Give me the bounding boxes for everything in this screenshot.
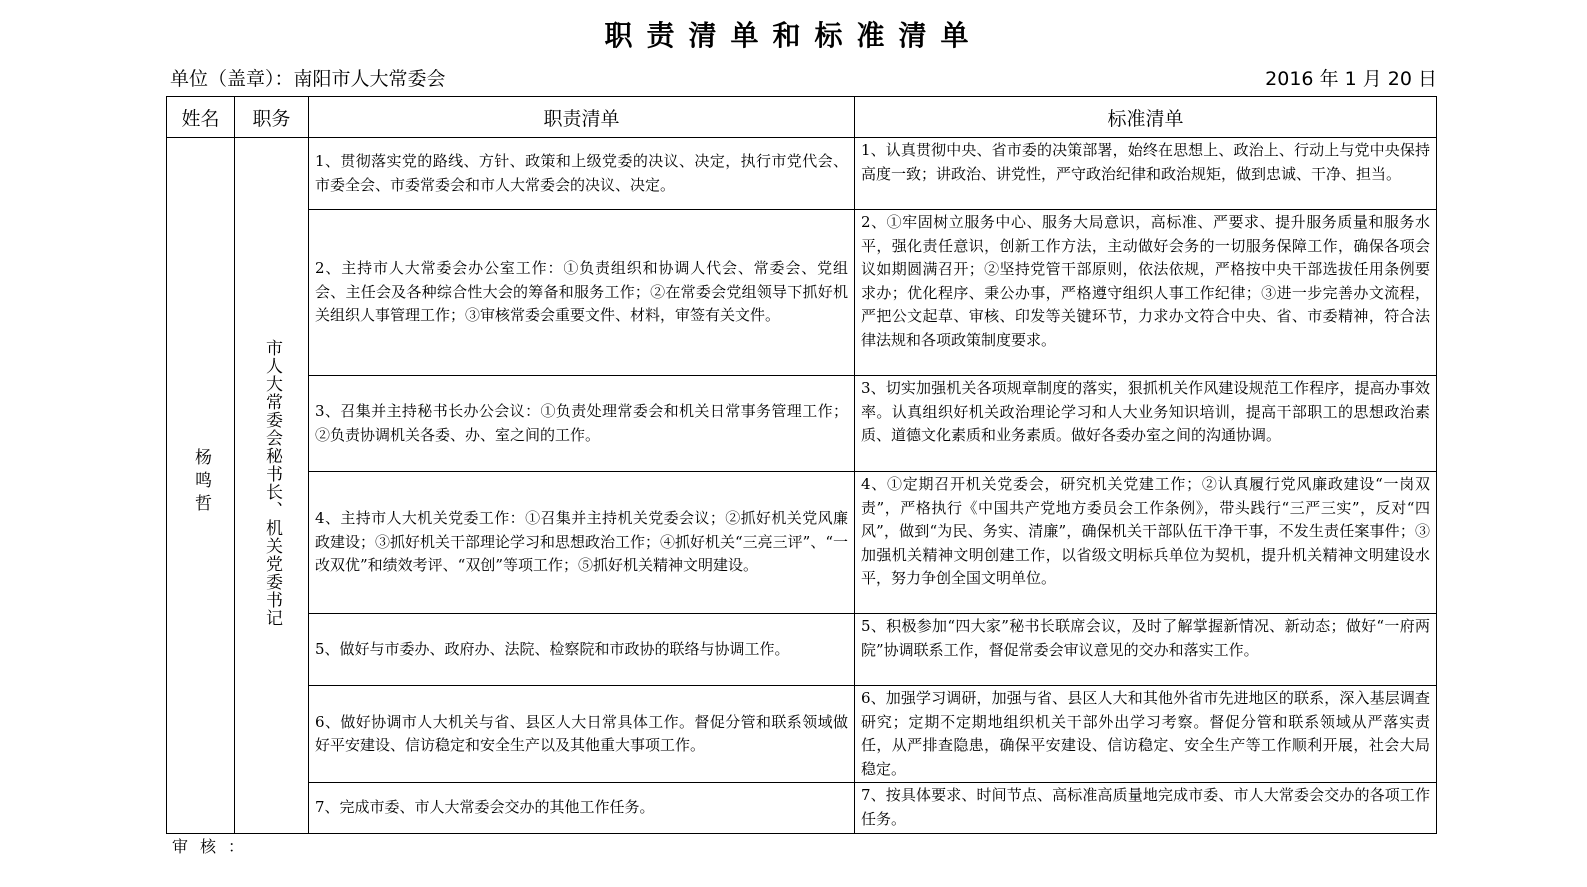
header-name: 姓名 bbox=[167, 97, 235, 138]
duty-cell: 1、贯彻落实党的路线、方针、政策和上级党委的决议、决定，执行市党代会、市委全会、市委常委会和市人大常委会的决议、决定。 bbox=[309, 138, 855, 210]
table-row bbox=[167, 138, 1437, 210]
table-row bbox=[167, 686, 1437, 783]
duty-cell: 6、做好协调市人大机关与省、县区人大日常具体工作。督促分管和联系领域做好平安建设、信访稳定和安全生产以及其他重大事项工作。 bbox=[309, 686, 855, 783]
table-row bbox=[167, 210, 1437, 376]
unit-label: 单位（盖章）：南阳市人大常委会 bbox=[170, 68, 446, 90]
header-standards: 标准清单 bbox=[855, 97, 1437, 138]
table-row bbox=[167, 376, 1437, 472]
person-name-cell bbox=[167, 138, 235, 834]
standard-cell: 3、切实加强机关各项规章制度的落实，狠抓机关作风建设规范工作程序，提高办事效率。认真组织好机关政治理论学习和人大业务知识培训，提高干部职工的思想政治素质、道德文化素质和业务素质。做好各委办室之间的沟通协调。 bbox=[855, 376, 1437, 472]
review-label: 审核： bbox=[172, 837, 257, 856]
header-duties: 职责清单 bbox=[309, 97, 855, 138]
duty-standard-table bbox=[166, 96, 1437, 834]
standard-cell: 7、按具体要求、时间节点、高标准高质量地完成市委、市人大常委会交办的各项工作任务。 bbox=[855, 783, 1437, 833]
standard-cell: 1、认真贯彻中央、省市委的决策部署，始终在思想上、政治上、行动上与党中央保持高度一致；讲政治、讲党性，严守政治纪律和政治规矩，做到忠诚、干净、担当。 bbox=[855, 138, 1437, 210]
duty-cell: 2、主持市人大常委会办公室工作：①负责组织和协调人代会、常委会、党组会、主任会及各种综合性大会的筹备和服务工作；②在常委会党组领导下抓好机关组织人事管理工作；③审核常委会重要文件、材料，审签有关文件。 bbox=[309, 210, 855, 376]
duty-cell: 5、做好与市委办、政府办、法院、检察院和市政协的联络与协调工作。 bbox=[309, 614, 855, 686]
standard-cell: 5、积极参加“四大家”秘书长联席会议，及时了解掌握新情况、新动态；做好“一府两院”协调联系工作，督促常委会审议意见的交办和落实工作。 bbox=[855, 614, 1437, 686]
person-post: 市人大常委会秘书长、机关党委书记 bbox=[262, 338, 282, 627]
standard-cell: 4、①定期召开机关党委会，研究机关党建工作；②认真履行党风廉政建设“一岗双责”，严格执行《中国共产党地方委员会工作条例》，带头践行“三严三实”，反对“四风”，做到“为民、务实、清廉”，确保机关干部队伍干净干事，不发生责任案事件；③加强机关精神文明创建工作，以省级文明标兵单位为契机，提升机关精神文明建设水平，努力争创全国文明单位。 bbox=[855, 472, 1437, 614]
duty-cell: 4、主持市人大机关党委工作：①召集并主持机关党委会议；②抓好机关党风廉政建设；③抓好机关干部理论学习和思想政治工作；④抓好机关“三亮三评”、“一改双优”和绩效考评、“双创”等项工作；⑤抓好机关精神文明建设。 bbox=[309, 472, 855, 614]
table-header-row bbox=[167, 97, 1437, 138]
duty-cell: 3、召集并主持秘书长办公会议：①负责处理常委会和机关日常事务管理工作；②负责协调机关各委、办、室之间的工作。 bbox=[309, 376, 855, 472]
person-name: 杨鸣哲 bbox=[191, 448, 211, 518]
standard-cell: 2、①牢固树立服务中心、服务大局意识，高标准、严要求、提升服务质量和服务水平，强化责任意识，创新工作方法，主动做好会务的一切服务保障工作，确保各项会议如期圆满召开；②坚持党管干部原则，依法依规，严格按中央干部选拔任用条例要求办；优化程序、秉公办事，严格遵守组织人事工作纪律；③进一步完善办文流程，严把公文起草、审核、印发等关键环节，力求办文符合中央、省、市委精神，符合法律法规和各项政策制度要求。 bbox=[855, 210, 1437, 376]
page-title: 职责清单和标准清单 bbox=[604, 19, 983, 52]
table-row bbox=[167, 472, 1437, 614]
person-post-cell bbox=[235, 138, 309, 834]
table-row bbox=[167, 783, 1437, 833]
duty-cell: 7、完成市委、市人大常委会交办的其他工作任务。 bbox=[309, 783, 855, 833]
document-date: 2016 年 1 月 20 日 bbox=[1265, 68, 1437, 90]
header-post: 职务 bbox=[235, 97, 309, 138]
standard-cell: 6、加强学习调研，加强与省、县区人大和其他外省市先进地区的联系，深入基层调查研究；定期不定期地组织机关干部外出学习考察。督促分管和联系领域从严落实责任，从严排查隐患，确保平安建设、信访稳定、安全生产等工作顺利开展，社会大局稳定。 bbox=[855, 686, 1437, 783]
table-row bbox=[167, 614, 1437, 686]
